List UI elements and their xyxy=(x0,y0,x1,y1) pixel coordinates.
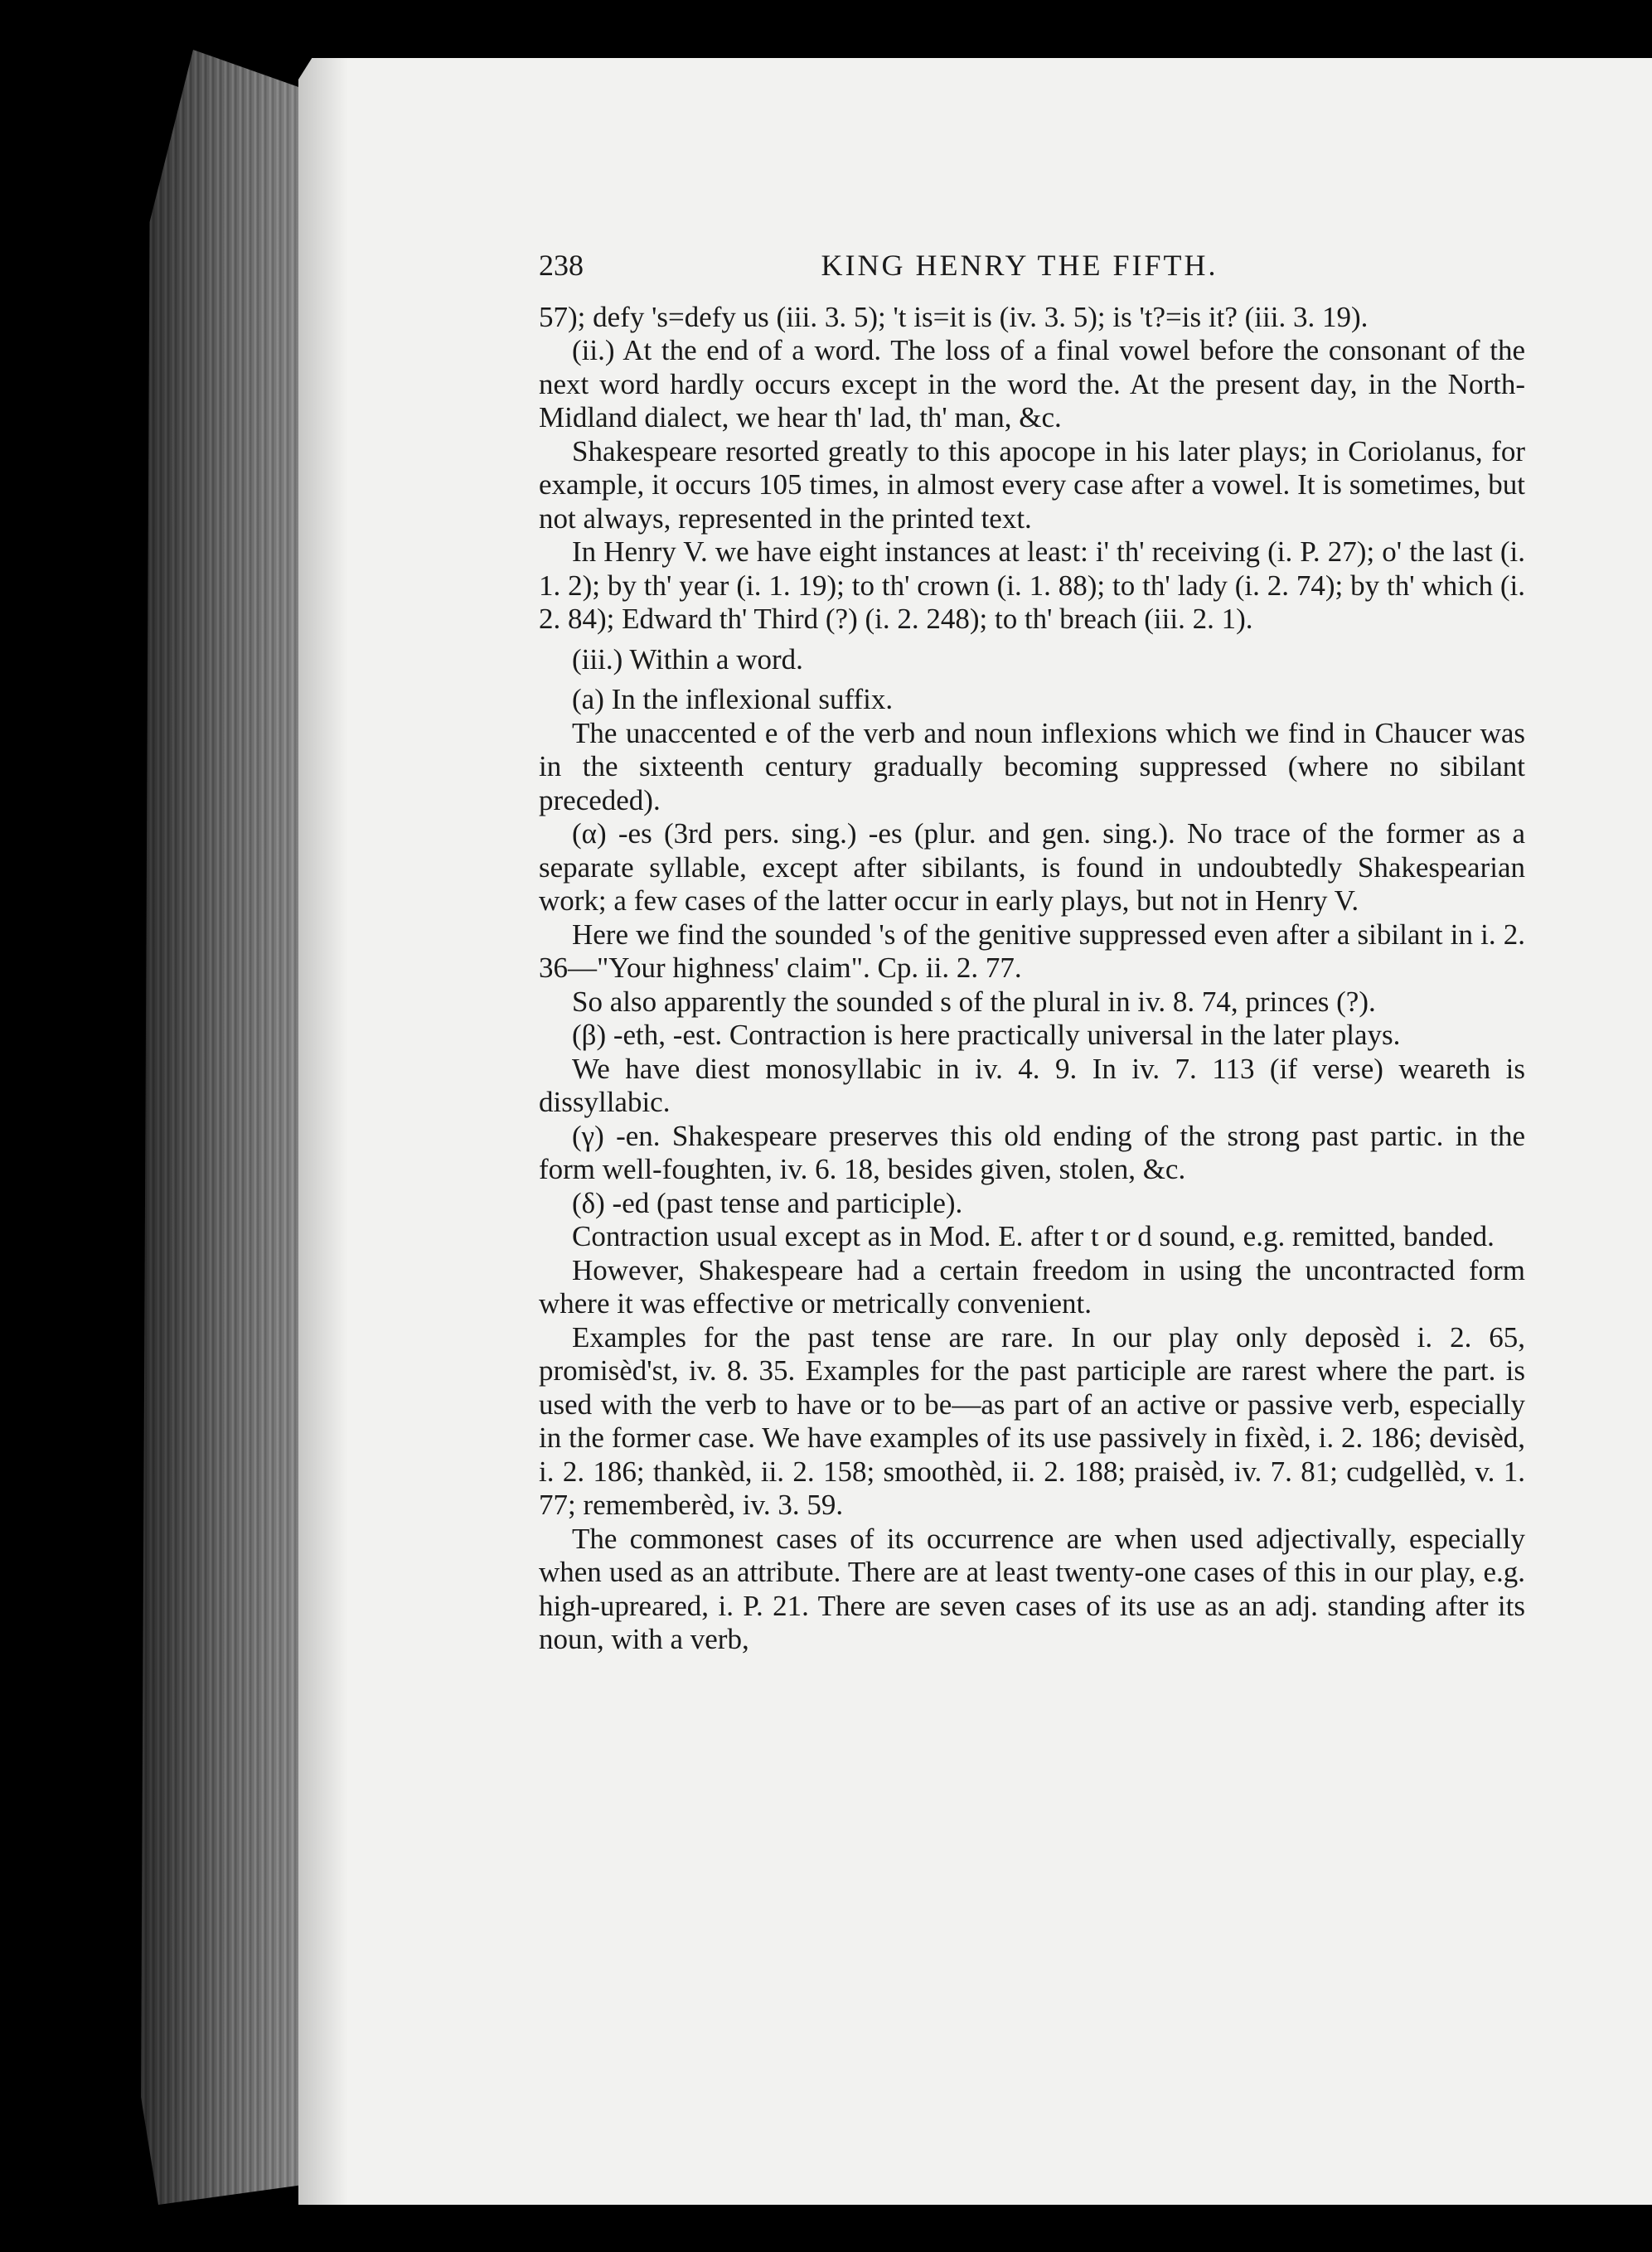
paragraph: Examples for the past tense are rare. In our play only deposèd i. 2. 65, promisèd'st, iv. 8. 35. Examples for the past participle are rarest where the part. is used with the verb to have or to be—as part of an active or passive verb, especially in the former case. We have examples of its use passively in fixèd, i. 2. 186; devisèd, i. 2. 186; thankèd, ii. 2. 158; smoothèd, ii. 2. 188; praisèd, iv. 7. 81; cudgellèd, v. 1. 77; rememberèd, iv. 3. 59. xyxy=(539,1320,1525,1521)
paragraph: Shakespeare resorted greatly to this apocope in his later plays; in Coriolanus, for example, it occurs 105 times, in almost every case after a vowel. It is sometimes, but not always, represented in the printed text. xyxy=(539,434,1525,535)
paragraph: We have diest monosyllabic in iv. 4. 9. In iv. 7. 113 (if verse) weareth is dissyllabic. xyxy=(539,1052,1525,1118)
paragraph: In Henry V. we have eight instances at least: i' th' receiving (i. P. 27); o' the last (i. 1. 2); by th' year (i. 1. 19); to th' crown (i. 1. 88); to th' lady (i. 2. 74); by th' which (i. 2. 84); Edward th' Third (?) (i. 2. 248); to th' breach (iii. 2. 1). xyxy=(539,535,1525,635)
paragraph: (γ) -en. Shakespeare preserves this old ending of the strong past partic. in the form well-foughten, iv. 6. 18, besides given, stolen, &c. xyxy=(539,1119,1525,1185)
paragraph: Contraction usual except as in Mod. E. after t or d sound, e.g. remitted, banded. xyxy=(572,1220,1495,1252)
running-head: KING HENRY THE FIFTH. xyxy=(821,249,1218,282)
page-text xyxy=(539,249,1525,1657)
paragraph: (δ) -ed (past tense and participle). xyxy=(572,1186,963,1219)
book-fore-edge xyxy=(141,50,315,2205)
paragraph: (ii.) At the end of a word. The loss of a final vowel before the consonant of the next word hardly occurs except in the word the. At the present day, in the North-Midland dialect, we hear th' lad, th' man, &c. xyxy=(539,334,1525,433)
paragraph: (iii.) Within a word. xyxy=(572,642,803,676)
paragraph: (α) -es (3rd pers. sing.) -es (plur. and gen. sing.). No trace of the former as a separate syllable, except after sibilants, is found in undoubtedly Shakespearian work; a few cases of the latter occur in early plays, but not in Henry V. xyxy=(539,817,1525,917)
paragraph: 57); defy 's=defy us (iii. 3. 5); 't is=it is (iv. 3. 5); is 't?=is it? (iii. 3. 19). xyxy=(539,300,1369,333)
paragraph: So also apparently the sounded s of the plural in iv. 8. 74, princes (?). xyxy=(572,985,1376,1018)
page-number: 238 xyxy=(539,249,584,282)
paragraph: (a) In the inflexional suffix. xyxy=(572,683,894,715)
paragraph: However, Shakespeare had a certain freedom in using the uncontracted form where it was effective or metrically convenient. xyxy=(539,1253,1525,1320)
body-text xyxy=(539,301,1525,1657)
paragraph: Here we find the sounded 's of the genitive suppressed even after a sibilant in i. 2. 36—"Your highness' claim". Cp. ii. 2. 77. xyxy=(539,918,1525,984)
paragraph: (β) -eth, -est. Contraction is here practically universal in the later plays. xyxy=(572,1019,1401,1051)
page-header xyxy=(539,249,1525,283)
paragraph: The commonest cases of its occurrence are when used adjectivally, especially when used as an attribute. There are at least twenty-one cases of this in our play, e.g. high-upreared, i. P. 21. There are seven cases of its use as an adj. standing after its noun, with a verb, xyxy=(539,1522,1525,1655)
paragraph: The unaccented e of the verb and noun inflexions which we find in Chaucer was in the sixteenth century gradually becoming suppressed (where no sibilant preceded). xyxy=(539,716,1525,816)
